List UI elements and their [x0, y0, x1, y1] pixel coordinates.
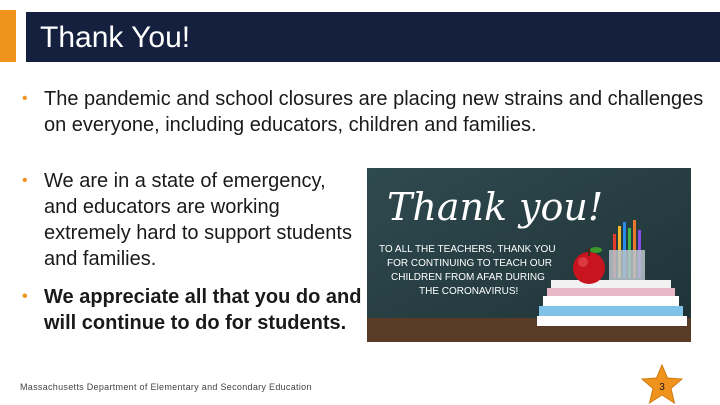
bullet-item [22, 284, 364, 336]
bullet-item [22, 86, 704, 138]
image-headline: Thank you! [387, 185, 604, 229]
title-bar [26, 12, 720, 62]
bullet-text: The pandemic and school closures are placing new strains and challenges on everyone, including educators, children and families. [44, 88, 704, 136]
slide-title: Thank You! [40, 21, 191, 54]
image-message-line: THE CORONAVIRUS! [419, 286, 519, 297]
image-message-line: TO ALL THE TEACHERS, THANK YOU [379, 244, 556, 255]
bullet-item [22, 168, 364, 272]
bullet-dot: • [22, 288, 28, 305]
bullet-text: We appreciate all that you do and will continue to do for students. [44, 286, 362, 334]
page-number-star [640, 364, 684, 404]
bullet-dot: • [22, 90, 28, 107]
image-message-line: CHILDREN FROM AFAR DURING [391, 272, 545, 283]
chalkboard-illustration [367, 168, 691, 342]
footer-text: Massachusetts Department of Elementary and Secondary Education [20, 382, 312, 392]
book-stack-icon [537, 280, 687, 326]
bullet-text: We are in a state of emergency, and educators are working extremely hard to support students and families. [44, 170, 352, 270]
thank-you-teachers-image [367, 168, 691, 342]
image-message-line: FOR CONTINUING TO TEACH OUR [387, 258, 553, 269]
title-accent-bar [0, 10, 16, 62]
page-number: 3 [659, 382, 665, 393]
bullet-dot: • [22, 172, 28, 189]
